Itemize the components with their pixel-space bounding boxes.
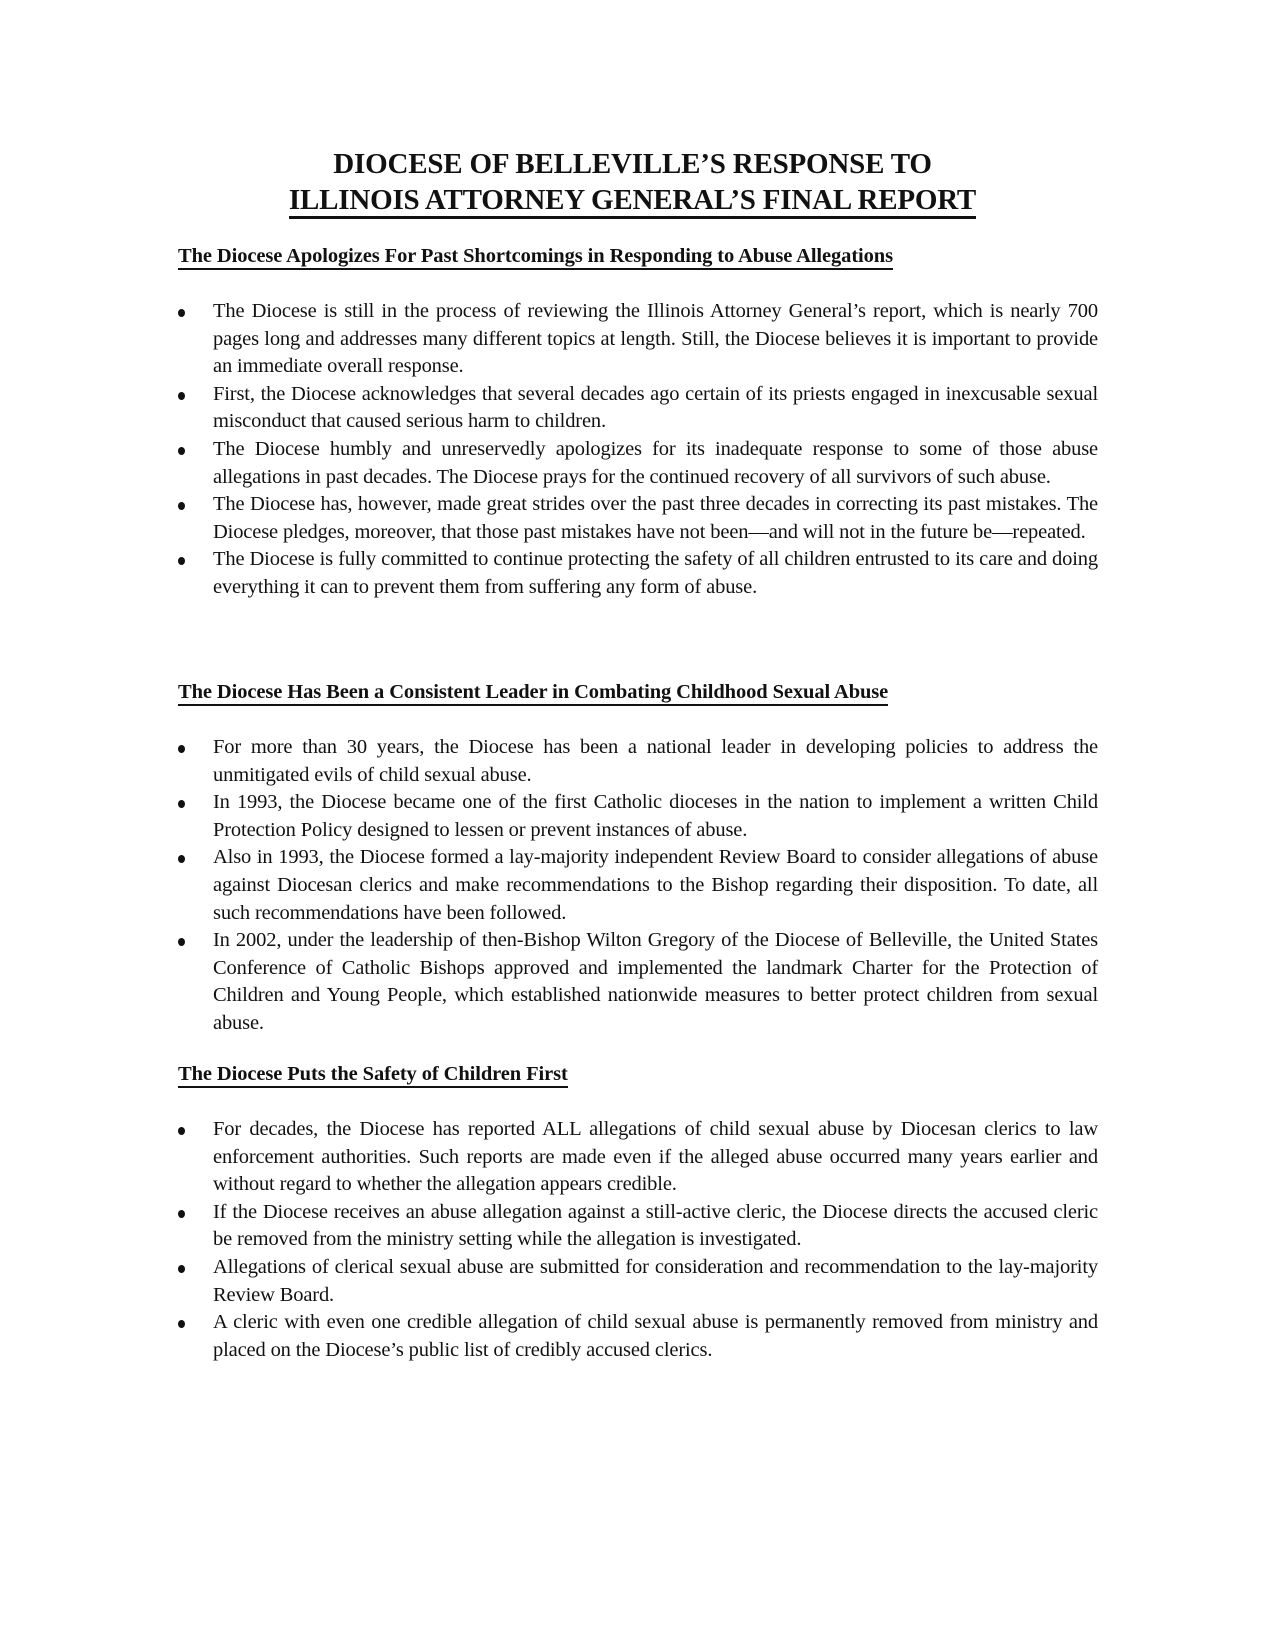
list-item [178, 1254, 1098, 1309]
section-safety-first [178, 1062, 1098, 1364]
bullet-icon [178, 800, 185, 808]
bullet-icon [178, 1265, 185, 1273]
bullet-text: If the Diocese receives an abuse allegation against a still-active cleric, the Diocese directs the accused cleric be removed from the ministry setting while the allegation is investigated. [213, 1200, 1098, 1251]
bullet-icon [178, 745, 185, 753]
list-item [178, 844, 1098, 927]
bullet-list [178, 734, 1098, 1038]
title-line-2: ILLINOIS ATTORNEY GENERAL’S FINAL REPORT [289, 184, 976, 219]
bullet-icon [178, 502, 185, 510]
bullet-text: The Diocese has, however, made great strides over the past three decades in correcting its past mistakes. The Diocese pledges, moreover, that those past mistakes have not been—and will not in the future be—repeated. [213, 493, 1098, 543]
bullet-icon [178, 938, 185, 946]
list-item [178, 436, 1098, 491]
bullet-text: The Diocese is fully committed to continue protecting the safety of all children entrusted to its care and doing everything it can to prevent them from suffering any form of abuse. [213, 548, 1098, 598]
section-heading: The Diocese Puts the Safety of Children First [178, 1062, 568, 1088]
bullet-text: The Diocese is still in the process of reviewing the Illinois Attorney General’s report, which is nearly 700 pages long and addresses many different topics at length. Still, the Diocese believes it is important to provide an immediate overall response. [213, 300, 1098, 378]
bullet-text: Also in 1993, the Diocese formed a lay-majority independent Review Board to consider allegations of abuse against Diocesan clerics and make recommendations to the Bishop regarding their disposition. To date, all such recommendations have been followed. [213, 846, 1098, 924]
list-item [178, 927, 1098, 1037]
bullet-text: For decades, the Diocese has reported ALL allegations of child sexual abuse by Diocesan clerics to law enforcement authorities. Such reports are made even if the alleged abuse occurred many years earlier and without regard to whether the allegation appears credible. [213, 1118, 1098, 1196]
bullet-icon [178, 855, 185, 863]
bullet-icon [178, 309, 185, 317]
list-item [178, 789, 1098, 844]
list-item [178, 298, 1098, 381]
list-item [178, 491, 1098, 546]
section-consistent-leader [178, 680, 1098, 1038]
section-heading: The Diocese Apologizes For Past Shortcomings in Responding to Abuse Allegations [178, 244, 893, 270]
bullet-icon [178, 557, 185, 565]
bullet-text: In 1993, the Diocese became one of the first Catholic dioceses in the nation to implement a written Child Protection Policy designed to lessen or prevent instances of abuse. [213, 791, 1098, 841]
list-item [178, 734, 1098, 789]
bullet-list [178, 1116, 1098, 1364]
bullet-text: The Diocese humbly and unreservedly apologizes for its inadequate response to some of those abuse allegations in past decades. The Diocese prays for the continued recovery of all survivors of such abuse. [213, 437, 1098, 488]
list-item [178, 1116, 1098, 1199]
bullet-icon [178, 392, 185, 400]
bullet-text: For more than 30 years, the Diocese has been a national leader in developing policies to address the unmitigated evils of child sexual abuse. [213, 736, 1098, 786]
section-apologizes [178, 244, 1098, 602]
bullet-text: Allegations of clerical sexual abuse are submitted for consideration and recommendation to the lay-majority Review Board. [213, 1255, 1098, 1306]
document-title [0, 146, 1265, 219]
bullet-icon [178, 1127, 185, 1135]
list-item [178, 1309, 1098, 1364]
list-item [178, 1199, 1098, 1254]
bullet-icon [178, 1210, 185, 1218]
bullet-icon [178, 1320, 185, 1328]
list-item [178, 381, 1098, 436]
bullet-text: A cleric with even one credible allegation of child sexual abuse is permanently removed from ministry and placed on the Diocese’s public list of credibly accused clerics. [213, 1311, 1098, 1361]
section-heading: The Diocese Has Been a Consistent Leader in Combating Childhood Sexual Abuse [178, 680, 888, 706]
bullet-text: First, the Diocese acknowledges that several decades ago certain of its priests engaged in inexcusable sexual misconduct that caused serious harm to children. [213, 382, 1098, 433]
list-item [178, 546, 1098, 601]
bullet-text: In 2002, under the leadership of then-Bishop Wilton Gregory of the Diocese of Belleville, the United States Conference of Catholic Bishops approved and implemented the landmark Charter for the Protection of Children and Young People, which established nationwide measures to better protect children from sexual abuse. [213, 929, 1098, 1034]
bullet-icon [178, 447, 185, 455]
bullet-list [178, 298, 1098, 602]
title-line-1: DIOCESE OF BELLEVILLE’S RESPONSE TO [333, 148, 932, 180]
